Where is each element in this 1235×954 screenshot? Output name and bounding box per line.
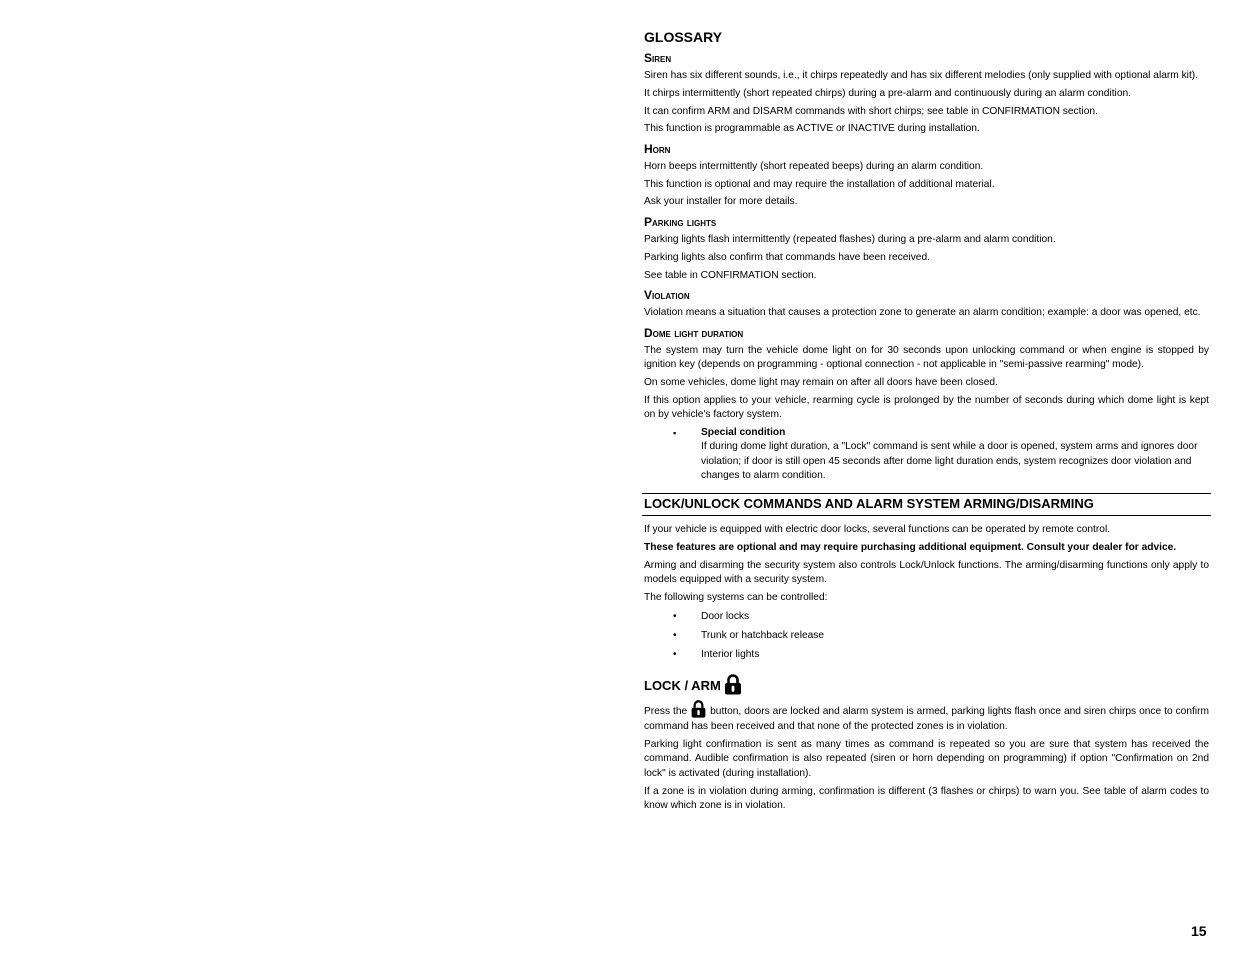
special-condition-text: If during dome light duration, a "Lock" command is sent while a door is opened, system arms and ignores door violation; if door is still open 45 seconds after dome light duration ends, system recognizes door violation and changes to alarm condition.	[701, 441, 1198, 482]
list-item	[644, 648, 1209, 663]
lock-arm-heading	[644, 674, 1209, 695]
controlled-systems-list	[644, 610, 1209, 662]
lock-arm-title: LOCK / ARM	[644, 678, 721, 694]
term-siren: Siren	[644, 51, 672, 65]
paragraph: Siren has six different sounds, i.e., it chirps repeatedly and has six different melodies (only supplied with optional alarm kit).	[644, 70, 1198, 81]
paragraph: The following systems can be controlled:	[644, 591, 828, 603]
term-horn: Horn	[644, 141, 671, 156]
paragraph: It chirps intermittently (short repeated chirps) during a pre-alarm and continuously during an alarm condition.	[644, 87, 1131, 99]
paragraph: Horn beeps intermittently (short repeated beeps) during an alarm condition.	[644, 160, 984, 172]
paragraph: See table in CONFIRMATION section.	[644, 269, 817, 281]
glossary-title: GLOSSARY	[644, 29, 723, 45]
list-item	[644, 629, 1209, 644]
section-heading-lock-unlock: LOCK/UNLOCK COMMANDS AND ALARM SYSTEM ARMING/DISARMING	[642, 493, 1211, 516]
paragraph: This function is optional and may require the installation of additional material.	[644, 178, 995, 190]
paragraph: It can confirm ARM and DISARM commands with short chirps; see table in CONFIRMATION section.	[644, 105, 1098, 117]
term-parking-lights: Parking lights	[644, 214, 717, 229]
list-item-label: Interior lights	[701, 648, 760, 660]
bullet-icon: •	[673, 611, 677, 623]
paragraph: The system may turn the vehicle dome light on for 30 seconds upon unlocking command or when engine is stopped by ignition key (depends on programming - optional connection - not applicable in "semi-passive rearming" mode).	[644, 344, 1209, 371]
paragraph: If this option applies to your vehicle, rearming cycle is prolonged by the number of seconds during which dome light is kept on by vehicle's factory system.	[644, 394, 1209, 421]
term-violation: Violation	[644, 288, 690, 303]
paragraph: Violation means a situation that causes a protection zone to generate an alarm condition; example: a door was opened, etc.	[644, 307, 1201, 319]
manual-page	[644, 28, 1209, 817]
special-condition-title: Special condition	[701, 426, 786, 438]
paragraph: If your vehicle is equipped with electric door locks, several functions can be operated by remote control.	[644, 523, 1111, 535]
bullet-icon: •	[673, 648, 677, 660]
press-text-before: Press the	[644, 706, 688, 718]
bold-note: These features are optional and may require purchasing additional equipment. Consult your dealer for advice.	[644, 541, 1177, 553]
paragraph-press-lock	[644, 700, 1209, 734]
paragraph: Ask your installer for more details.	[644, 196, 798, 208]
paragraph: Parking lights flash intermittently (repeated flashes) during a pre-alarm and alarm condition.	[644, 233, 1056, 245]
page-number: 15	[1191, 923, 1207, 939]
list-item-label: Trunk or hatchback release	[701, 630, 825, 642]
padlock-icon	[690, 700, 707, 718]
paragraph: On some vehicles, dome light may remain on after all doors have been closed.	[644, 376, 998, 388]
press-text-after: button, doors are locked and alarm system is armed, parking lights flash once and siren chirps once to confirm command has been received and that none of the protected zones is in violation.	[644, 706, 1209, 732]
paragraph: If a zone is in violation during arming, confirmation is different (3 flashes or chirps) to warn you. See table of alarm codes to know which zone is in violation.	[644, 785, 1209, 812]
paragraph: Parking lights also confirm that commands have been received.	[644, 251, 930, 263]
special-condition-note	[644, 426, 1209, 484]
term-dome-light-duration: Dome light duration	[644, 325, 744, 340]
padlock-icon	[724, 674, 742, 695]
paragraph: This function is programmable as ACTIVE or INACTIVE during installation.	[644, 123, 980, 135]
list-item-label: Door locks	[701, 611, 750, 623]
paragraph: Parking light confirmation is sent as many times as command is repeated so you are sure that system has received the command. Audible confirmation is also repeated (siren or horn depending on programming) if option "Confirmation on 2nd lock" is activated (during installation).	[644, 738, 1209, 779]
paragraph: Arming and disarming the security system also controls Lock/Unlock functions. The arming/disarming functions only apply to models equipped with a security system.	[644, 559, 1209, 586]
bullet-icon: •	[673, 630, 677, 642]
list-item	[644, 610, 1209, 625]
square-bullet-icon: ▪	[673, 427, 677, 438]
